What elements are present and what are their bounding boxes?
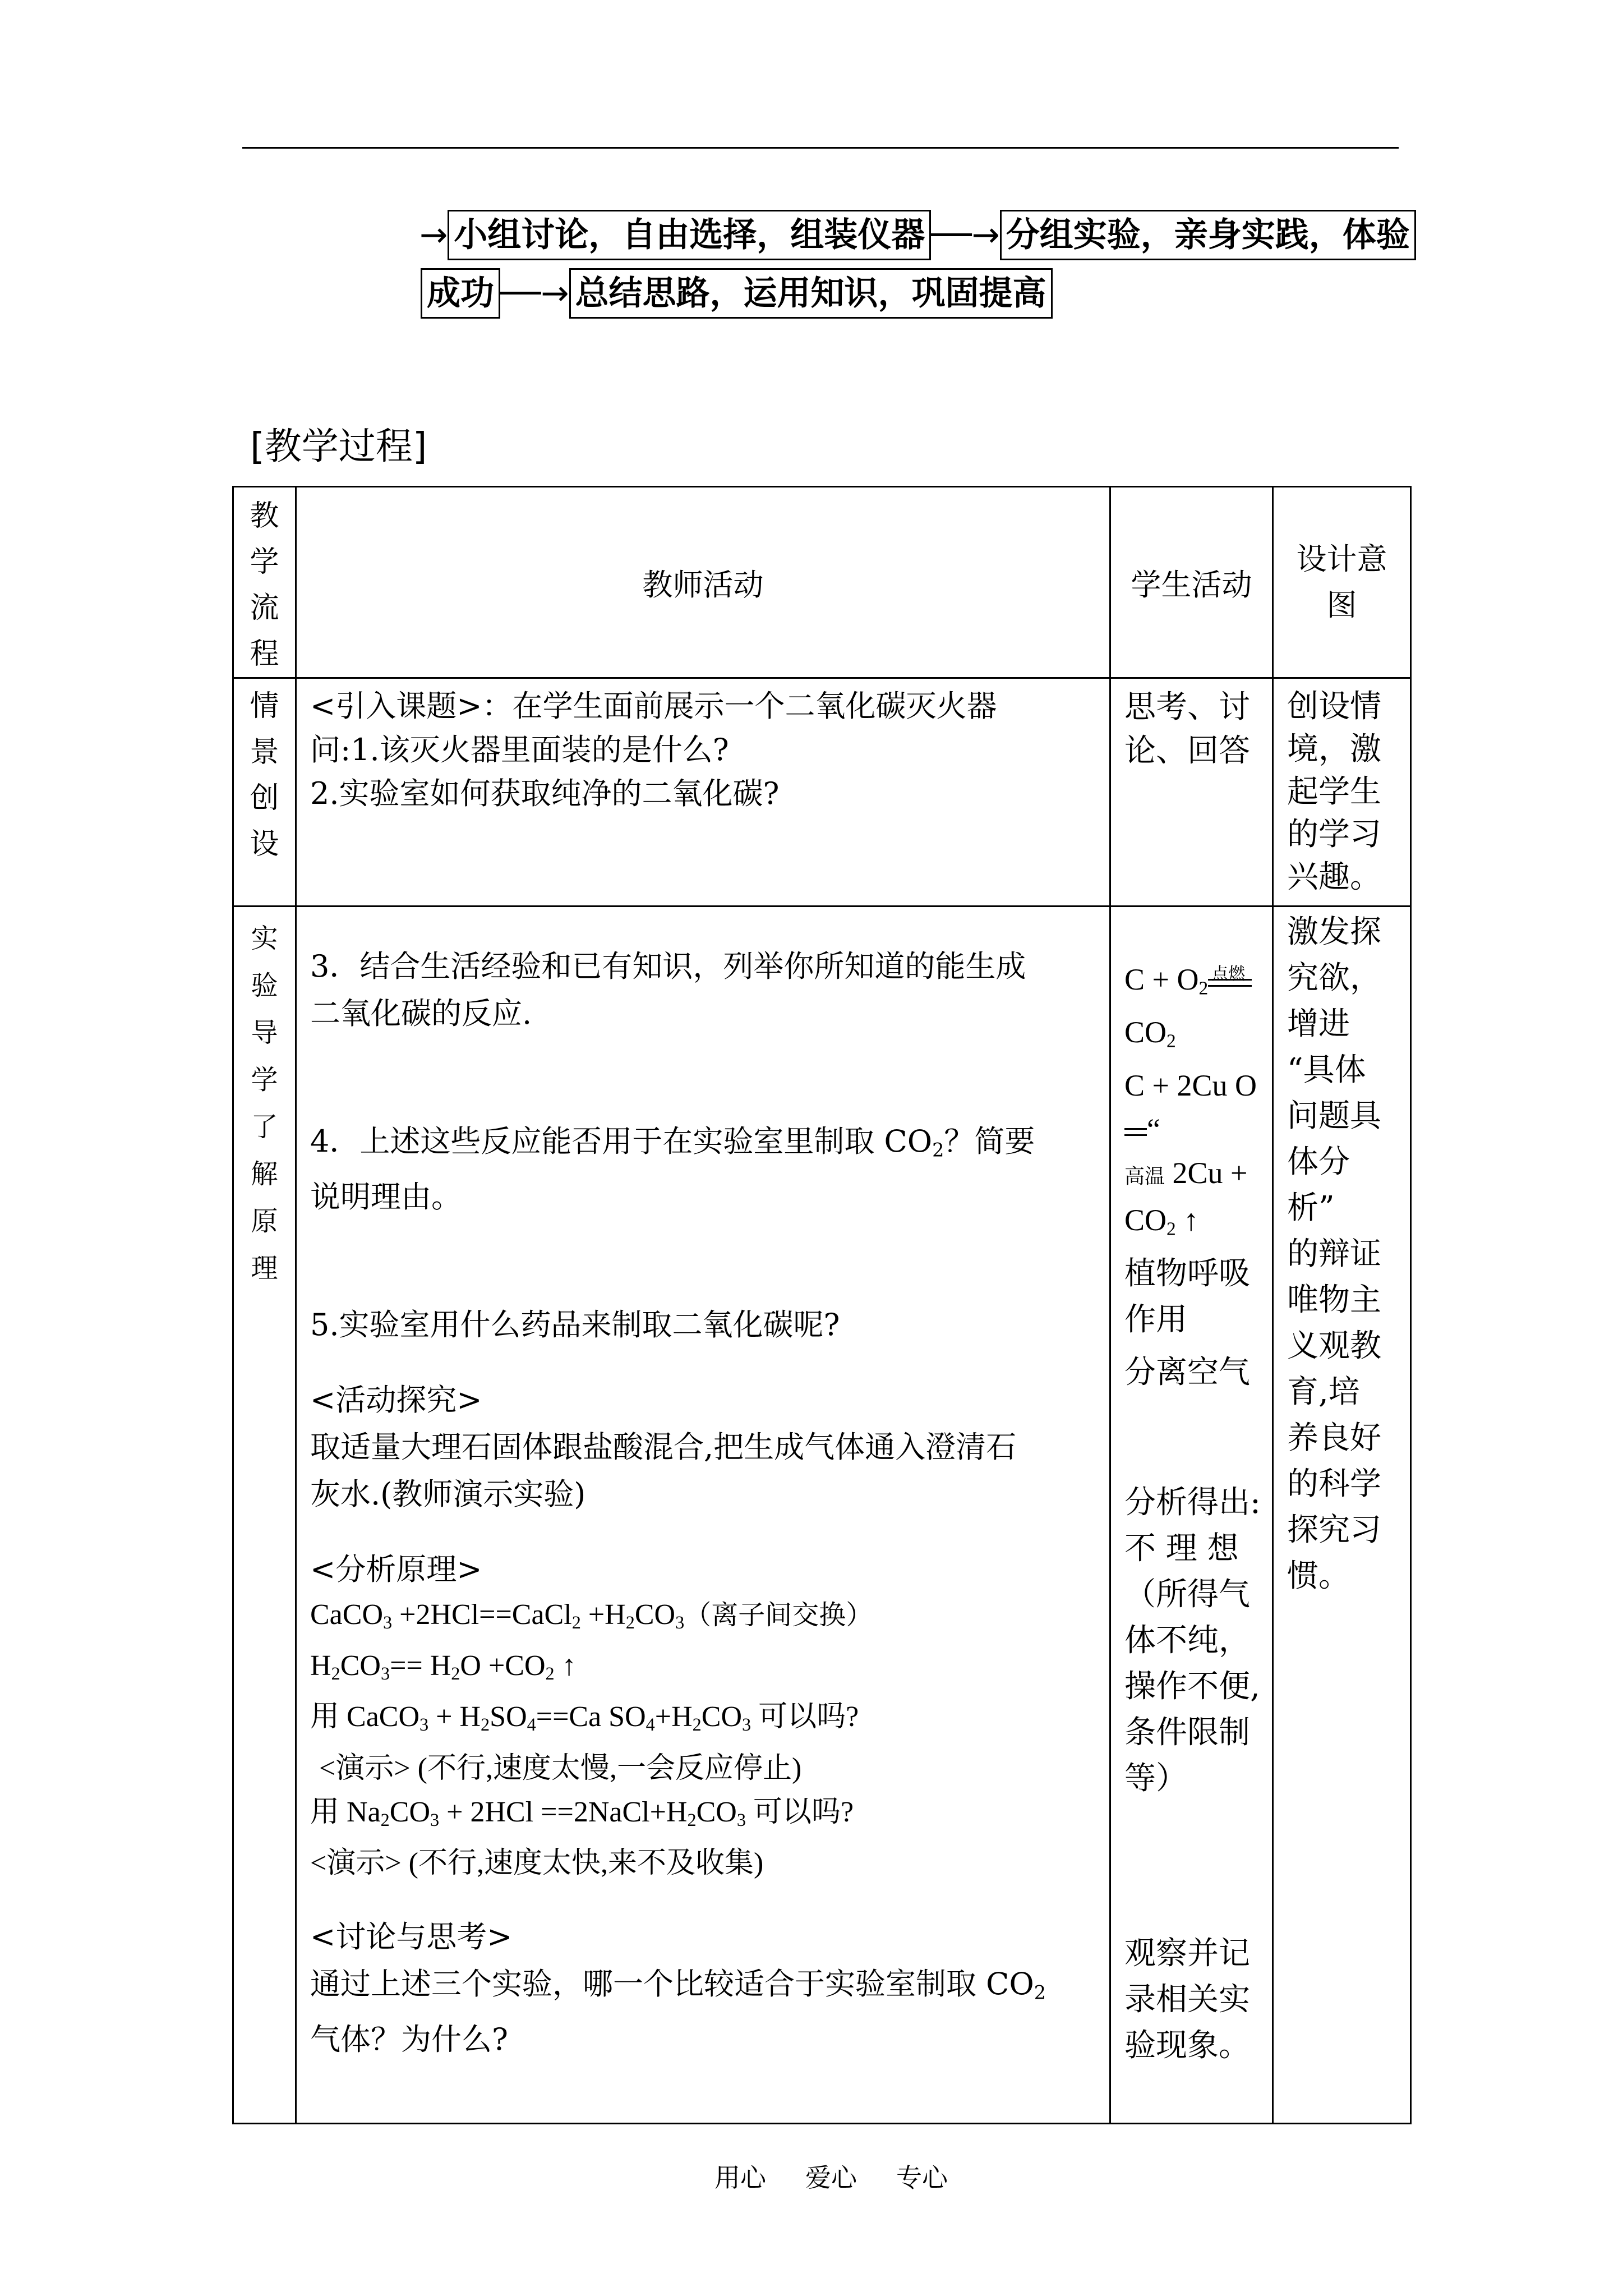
table-row (233, 678, 1411, 907)
arrow-icon: ──→ (931, 215, 1000, 255)
discussion-line: 气体？为什么? (310, 2021, 508, 2057)
flow-box-discussion: 小组讨论，自由选择，组装仪器 (448, 210, 931, 260)
row2-student (1110, 907, 1273, 2124)
row1-flow-char: 景 (250, 735, 279, 769)
use-label: 用 (310, 1701, 340, 1733)
intent-line: 的科学 (1287, 1466, 1381, 1502)
intent-line: 体分析” (1287, 1144, 1350, 1226)
student-line: 体不纯， (1124, 1622, 1250, 1659)
intent-line: 育,培 (1287, 1374, 1360, 1410)
header-flow (233, 487, 296, 678)
header-intent-line: 图 (1326, 587, 1357, 623)
activity-line: 取适量大理石固体跟盐酸混合,把生成气体通入澄清石 (310, 1429, 1017, 1465)
reaction-carbon-oxygen: $C + O_2$ 点燃 (1124, 958, 1269, 1010)
reaction-product: $CO_2$ ↑ (1124, 1203, 1199, 1240)
intent-line: 惯。 (1287, 1558, 1350, 1594)
student-line: 观察并记 (1124, 1935, 1250, 1972)
question-suffix: 可以吗? (758, 1701, 859, 1733)
student-line: 作用 (1124, 1301, 1187, 1338)
header-teacher: 教师活动 (296, 487, 1110, 678)
row1-teacher (296, 678, 1110, 907)
student-line: （所得气 (1124, 1576, 1250, 1613)
student-line: 条件限制 (1124, 1714, 1250, 1751)
row2-intent (1273, 907, 1411, 2124)
flow-box-success: 成功 (421, 268, 500, 319)
row1-flow (233, 678, 296, 907)
row2-flow-char: 原 (251, 1205, 278, 1237)
reaction-carbon-copper: C + 2Cu O“ (1124, 1068, 1257, 1146)
table-header-row (233, 487, 1411, 678)
page-footer (714, 2157, 948, 2194)
header-flow-char: 程 (250, 637, 279, 671)
condition-label: 高温 (1124, 1165, 1165, 1188)
intent-line: 激发探 (1287, 914, 1381, 950)
equation-1: CaCO$_3$ +2HCl==CaCl$_2$ $+H_2CO_3$（离子间交换） (310, 1599, 873, 1633)
arrow-icon: ──→ (500, 274, 569, 313)
row1-flow-char: 情 (250, 689, 279, 723)
flow-box-summary: 总结思路，运用知识，巩固提高 (569, 268, 1053, 319)
flow-row-2 (421, 268, 1053, 319)
flow-row-1 (419, 210, 1416, 260)
row2-flow-char: 实 (251, 923, 278, 954)
equation-note: （离子间交换） (684, 1599, 873, 1631)
row1-flow-char: 设 (250, 827, 279, 861)
question-4-line: 4．上述这些反应能否用于在实验室里制取 $CO_2$？简要 (310, 1124, 1035, 1161)
intent-line: 问题具 (1287, 1098, 1381, 1134)
row2-flow-char: 了 (251, 1111, 278, 1143)
demo-note-2: <演示> (不行,速度太快,来不及收集) (310, 1847, 764, 1879)
student-line: 分离空气 (1124, 1354, 1250, 1391)
question-4-text: ？简要 (944, 1124, 1035, 1159)
discussion-text: 通过上述三个实验，哪一个比较适合于实验室制取 CO (310, 1966, 1034, 2001)
intent-line: “具体 (1287, 1052, 1366, 1088)
equation-2: $H_2CO_3== H_2O +CO_2$ ↑ (310, 1650, 577, 1684)
section-title: [教学过程] (250, 425, 427, 468)
reaction-product: 高温 2Cu + (1124, 1156, 1248, 1190)
teaching-process-table (232, 486, 1412, 2124)
intent-line: 究欲， (1287, 960, 1381, 996)
activity-title: <活动探究> (310, 1382, 482, 1418)
intent-line: 增进 (1287, 1006, 1350, 1042)
equation-4: 用 $Na_2CO_3 + 2HCl$ $==2NaCl+H_2CO_3$ 可以吗? (310, 1796, 854, 1830)
student-line: 分析得出: (1124, 1484, 1261, 1521)
row1-intent-line: 兴趣。 (1287, 859, 1381, 895)
student-line: 不 理 想 (1124, 1530, 1239, 1567)
demo-note-1: <演示> (不行,速度太慢,一会反应停止) (319, 1752, 802, 1784)
header-flow-char: 流 (250, 591, 279, 625)
row2-flow-char: 理 (251, 1253, 278, 1284)
row2-flow-char: 解 (251, 1158, 278, 1190)
row1-intent-line: 的学习 (1287, 816, 1381, 853)
footer-text: 专心 (896, 2162, 948, 2193)
row2-flow (233, 907, 296, 2124)
equation-3: 用 CaCO$_3$ + $H_2SO_4==Ca$ $SO_4+H_2CO_3$ 可以吗? (310, 1701, 859, 1735)
student-line: 植物呼吸 (1124, 1255, 1250, 1292)
equals-sign (1124, 1128, 1147, 1136)
activity-line: 灰水.(教师演示实验) (310, 1476, 586, 1512)
question-3-line: 二氧化碳的反应. (310, 996, 532, 1031)
row1-intent-line: 境，激 (1287, 731, 1381, 767)
intent-line: 的辩证 (1287, 1236, 1381, 1272)
header-rule (242, 147, 1399, 149)
row1-intent-line: 起学生 (1287, 774, 1381, 810)
header-student: 学生活动 (1110, 487, 1273, 678)
student-line: 录相关实 (1124, 1981, 1250, 2018)
row1-student-line: 论、回答 (1124, 733, 1250, 769)
condition-label: 点燃 (1211, 964, 1246, 983)
intent-line: 义观教 (1287, 1328, 1381, 1364)
reaction-product: $CO_2$ (1124, 1015, 1176, 1052)
intent-line: 养良好 (1287, 1420, 1381, 1456)
table-row (233, 907, 1411, 2124)
footer-text: 爱心 (805, 2162, 857, 2193)
question-3-line: 3．结合生活经验和已有知识，列举你所知道的能生成 (310, 949, 1026, 984)
intent-line: 唯物主 (1287, 1282, 1381, 1318)
row2-flow-char: 学 (251, 1064, 278, 1096)
row1-teacher-line: 2.实验室如何获取纯净的二氧化碳? (310, 776, 780, 811)
use-label: 用 (310, 1796, 340, 1828)
row1-student-line: 思考、讨 (1124, 689, 1250, 725)
header-intent (1273, 487, 1411, 678)
row1-student (1110, 678, 1273, 907)
analysis-title: <分析原理> (310, 1552, 482, 1588)
row1-intent-line: 创设情 (1287, 688, 1381, 725)
header-flow-char: 教 (250, 499, 279, 533)
header-flow-char: 学 (250, 545, 279, 579)
header-intent-line: 设计意 (1296, 541, 1387, 577)
row1-flow-char: 创 (250, 781, 279, 815)
student-line: 操作不便, (1124, 1668, 1260, 1705)
intent-line: 探究习 (1287, 1512, 1381, 1548)
equals-sign (1208, 964, 1252, 987)
discussion-line: 通过上述三个实验，哪一个比较适合于实验室制取 $CO_2$ (310, 1966, 1046, 2003)
question-5: 5.实验室用什么药品来制取二氧化碳呢? (310, 1307, 840, 1343)
question-4-line: 说明理由。 (310, 1179, 462, 1215)
row2-teacher (296, 907, 1110, 2124)
row1-teacher-line: <引入课题>：在学生面前展示一个二氧化碳灭火器 (310, 688, 997, 724)
student-line: 等） (1124, 1760, 1187, 1797)
row1-intent (1273, 678, 1411, 907)
flow-box-experiment: 分组实验，亲身实践，体验 (1000, 210, 1416, 260)
row1-teacher-line: 问:1.该灭火器里面装的是什么? (310, 732, 729, 767)
question-4-text: 4．上述这些反应能否用于在实验室里制取 CO (310, 1124, 933, 1159)
footer-text: 用心 (714, 2162, 766, 2193)
row2-flow-char: 验 (251, 970, 278, 1001)
question-suffix: 可以吗? (753, 1796, 854, 1828)
row2-flow-char: 导 (251, 1017, 278, 1048)
arrow-icon: → (419, 215, 448, 255)
discussion-title: <讨论与思考> (310, 1918, 513, 1954)
student-line: 验现象。 (1124, 2027, 1250, 2064)
